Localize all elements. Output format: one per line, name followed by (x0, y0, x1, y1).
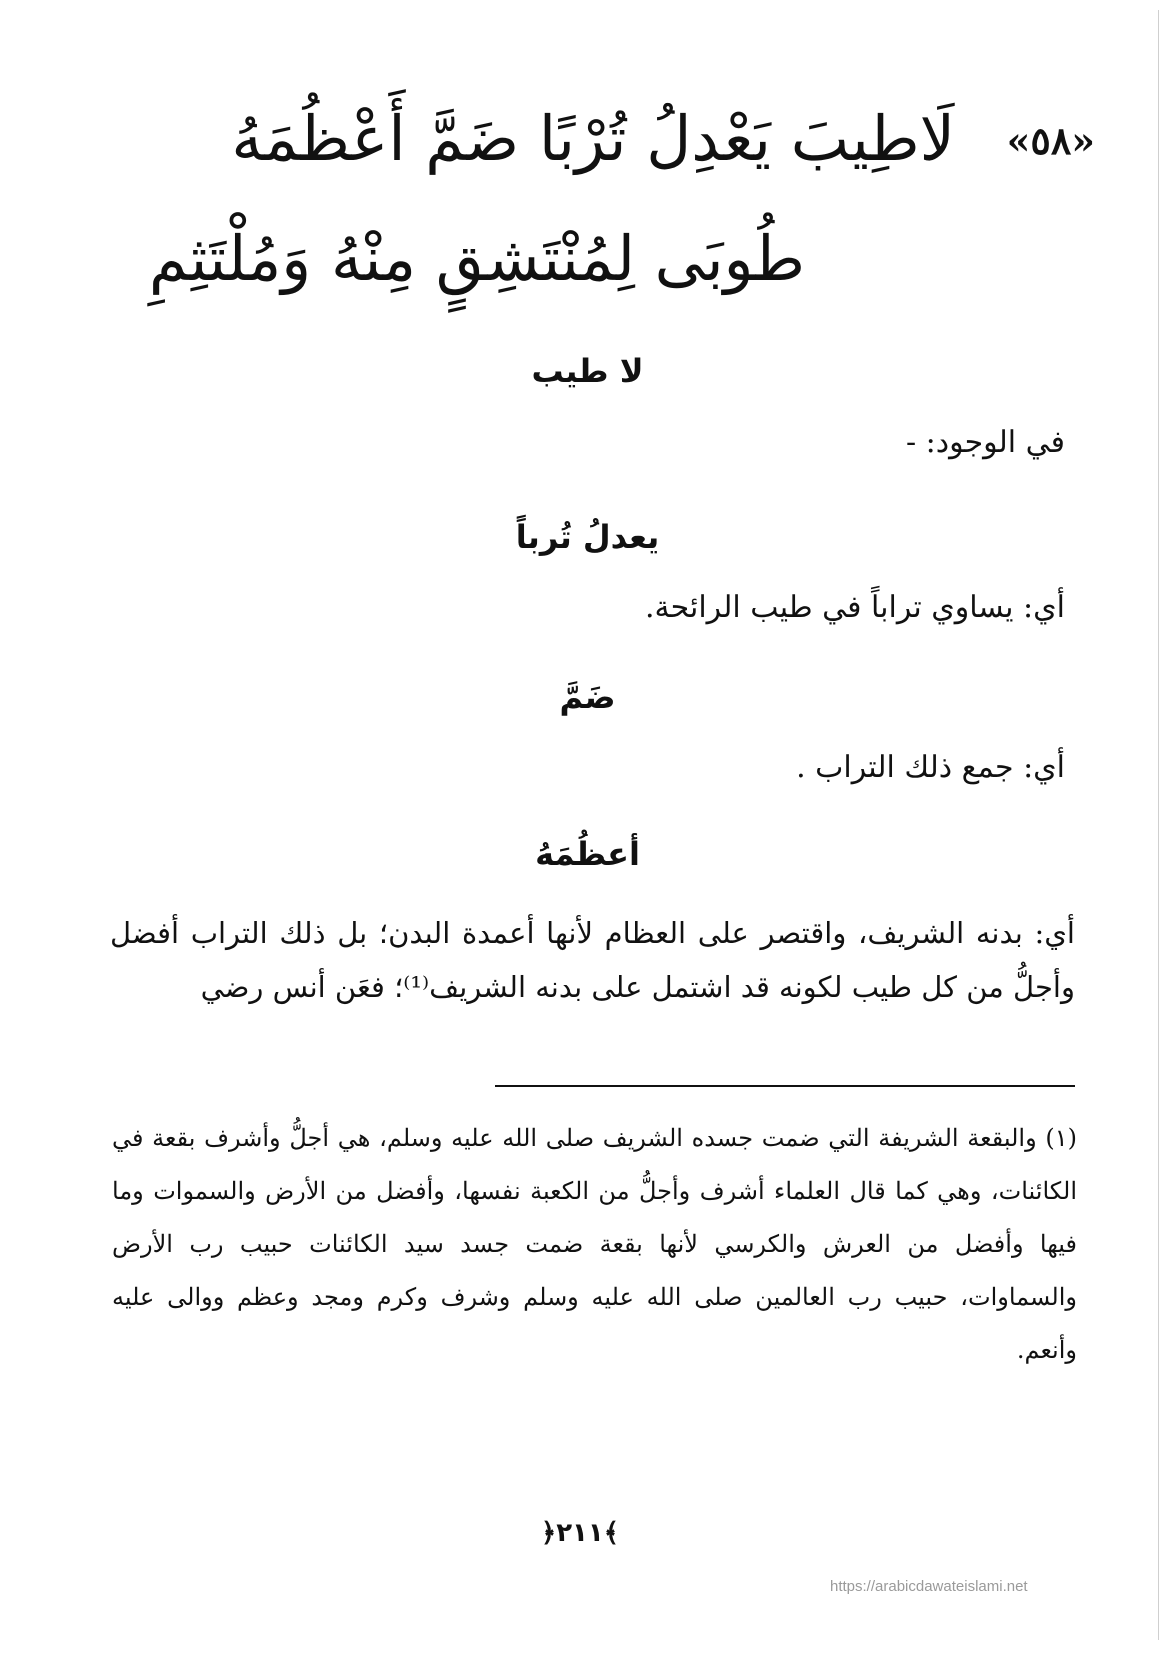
body-paragraph: أي: بدنه الشريف، واقتصر على العظام لأنها أعمدة البدن؛ بل ذلك التراب أفضل وأجلُّ من كل طيب لكونه قد اشتمل على بدنه الشريف⁽¹⁾؛ فعَن أنس رضي (110, 916, 1075, 1004)
page-number: ﴿٢١١﴾ (540, 1518, 620, 1548)
verse-line-2: طُوبَى لِمُنْتَشِقٍ مِنْهُ وَمُلْتَثِمِ (148, 222, 805, 295)
section-text: أي: يساوي تراباً في طيب الرائحة. (645, 590, 1065, 625)
footnote: (١) والبقعة الشريفة التي ضمت جسده الشريف صلى الله عليه وسلم، هي أجلُّ وأشرف بقعة في الكائنات، وهي كما قال العلماء أشرف وأجلُّ من الكعبة نفسها، وأفضل من الأرض والسموات وما فيها وأفضل من العرش والكرسي لأنها بقعة ضمت جسد سيد الكائنات حبيب رب الأرض والسماوات، حبيب رب العالمين صلى الله عليه وسلم وشرف وكرم ومجد وعظم ووالى عليه وأنعم. (112, 1124, 1077, 1364)
watermark-url: https://arabicdawateislami.net (830, 1578, 1028, 1595)
section-heading: يعدلُ تُرباً (515, 518, 660, 556)
verse-number: «٥٨» (1006, 118, 1095, 163)
section-text: في الوجود: - (905, 425, 1065, 460)
footnote-separator (495, 1085, 1075, 1087)
section-heading: لا طيب (531, 352, 644, 390)
verse-line-1: لَاطِيبَ يَعْدِلُ تُرْبًا ضَمَّ أَعْظُمَهُ (231, 102, 955, 175)
section-text: أي: جمع ذلك التراب . (796, 750, 1065, 785)
section-heading: ضَمَّ (559, 678, 616, 716)
page-edge-line (1158, 10, 1159, 1640)
section-heading: أعظُمَهُ (535, 835, 640, 873)
